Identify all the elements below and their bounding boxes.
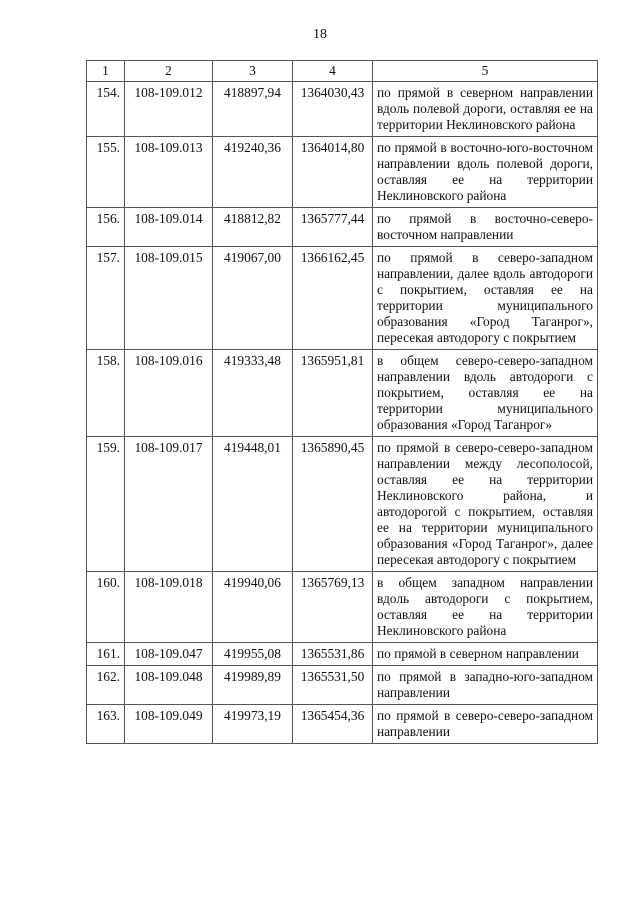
x-coordinate: 419955,08 bbox=[213, 643, 293, 666]
point-code: 108-109.048 bbox=[125, 666, 213, 705]
boundary-description: в общем западном направлении вдоль автодороги с покрытием, оставляя ее на территории Неклиновского района bbox=[373, 572, 598, 643]
point-code: 108-109.018 bbox=[125, 572, 213, 643]
point-code: 108-109.016 bbox=[125, 350, 213, 437]
table-row bbox=[87, 247, 598, 350]
table-row bbox=[87, 437, 598, 572]
x-coordinate: 418897,94 bbox=[213, 82, 293, 137]
row-number: 163. bbox=[87, 705, 125, 744]
page-number: 18 bbox=[313, 27, 327, 42]
boundary-description: по прямой в восточно-юго-восточном направлении вдоль полевой дороги, оставляя ее на территории Неклиновского района bbox=[373, 137, 598, 208]
boundary-description: по прямой в восточно-северо-восточном направлении bbox=[373, 208, 598, 247]
table-row bbox=[87, 137, 598, 208]
row-number: 157. bbox=[87, 247, 125, 350]
table-row bbox=[87, 705, 598, 744]
x-coordinate: 419240,36 bbox=[213, 137, 293, 208]
table-row bbox=[87, 666, 598, 705]
point-code: 108-109.017 bbox=[125, 437, 213, 572]
table-row bbox=[87, 572, 598, 643]
row-number: 155. bbox=[87, 137, 125, 208]
x-coordinate: 419989,89 bbox=[213, 666, 293, 705]
point-code: 108-109.014 bbox=[125, 208, 213, 247]
boundary-description: по прямой в северо-западном направлении, далее вдоль автодороги с покрытием, оставляя ее на территории муниципального образования «Город Таганрог», пересекая автодорогу с покрытием bbox=[373, 247, 598, 350]
table-header-row bbox=[87, 61, 598, 82]
row-number: 154. bbox=[87, 82, 125, 137]
boundary-description: по прямой в северо-северо-западном направлении bbox=[373, 705, 598, 744]
y-coordinate: 1365531,86 bbox=[293, 643, 373, 666]
column-header: 3 bbox=[213, 61, 293, 82]
table-row bbox=[87, 82, 598, 137]
y-coordinate: 1365769,13 bbox=[293, 572, 373, 643]
row-number: 156. bbox=[87, 208, 125, 247]
boundary-description: по прямой в западно-юго-западном направлении bbox=[373, 666, 598, 705]
x-coordinate: 419333,48 bbox=[213, 350, 293, 437]
boundary-description: в общем северо-северо-западном направлении вдоль автодороги с покрытием, оставляя ее на территории муниципального образования «Город Таганрог» bbox=[373, 350, 598, 437]
boundary-points-table bbox=[86, 60, 598, 744]
table-row bbox=[87, 208, 598, 247]
row-number: 159. bbox=[87, 437, 125, 572]
row-number: 162. bbox=[87, 666, 125, 705]
column-header: 1 bbox=[87, 61, 125, 82]
y-coordinate: 1366162,45 bbox=[293, 247, 373, 350]
point-code: 108-109.013 bbox=[125, 137, 213, 208]
boundary-description: по прямой в северном направлении вдоль полевой дороги, оставляя ее на территории Неклиновского района bbox=[373, 82, 598, 137]
y-coordinate: 1365951,81 bbox=[293, 350, 373, 437]
x-coordinate: 419067,00 bbox=[213, 247, 293, 350]
boundary-description: по прямой в северо-северо-западном направлении между лесополосой, оставляя ее на территории Неклиновского района, и автодорогой с покрытием, оставляя ее на территории муниципального образования «Город Таганрог», далее пересекая автодорогу с покрытием bbox=[373, 437, 598, 572]
x-coordinate: 419448,01 bbox=[213, 437, 293, 572]
y-coordinate: 1365777,44 bbox=[293, 208, 373, 247]
point-code: 108-109.012 bbox=[125, 82, 213, 137]
row-number: 158. bbox=[87, 350, 125, 437]
column-header: 2 bbox=[125, 61, 213, 82]
table-row bbox=[87, 643, 598, 666]
y-coordinate: 1364030,43 bbox=[293, 82, 373, 137]
point-code: 108-109.049 bbox=[125, 705, 213, 744]
column-header: 4 bbox=[293, 61, 373, 82]
x-coordinate: 418812,82 bbox=[213, 208, 293, 247]
row-number: 160. bbox=[87, 572, 125, 643]
x-coordinate: 419973,19 bbox=[213, 705, 293, 744]
y-coordinate: 1364014,80 bbox=[293, 137, 373, 208]
table-row bbox=[87, 350, 598, 437]
boundary-description: по прямой в северном направлении bbox=[373, 643, 598, 666]
point-code: 108-109.047 bbox=[125, 643, 213, 666]
y-coordinate: 1365454,36 bbox=[293, 705, 373, 744]
y-coordinate: 1365531,50 bbox=[293, 666, 373, 705]
column-header: 5 bbox=[373, 61, 598, 82]
y-coordinate: 1365890,45 bbox=[293, 437, 373, 572]
x-coordinate: 419940,06 bbox=[213, 572, 293, 643]
point-code: 108-109.015 bbox=[125, 247, 213, 350]
row-number: 161. bbox=[87, 643, 125, 666]
